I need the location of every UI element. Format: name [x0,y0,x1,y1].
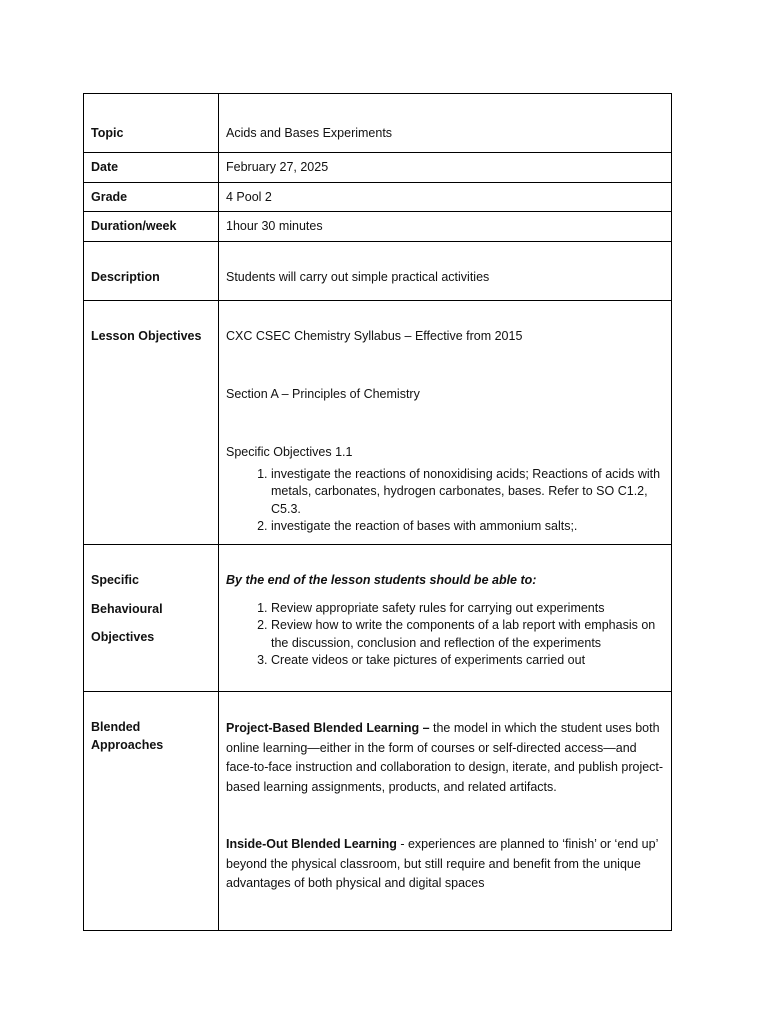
table-row [84,242,672,301]
table-row [84,545,672,692]
table-row [84,212,672,242]
list-item: 1. investigate the reactions of nonoxidising acids; Reactions of acids with metals, carbonates, hydrogen carbonates, bases. Refer to SO C1.2, C5.3. [271,466,664,519]
behavioural-objectives-label [84,545,219,692]
date-label: Date [84,153,219,183]
blended-approaches-label: Blended Approaches [84,692,219,931]
behavioural-label-line-3: Objectives [91,630,155,644]
table-row [84,183,672,212]
list-item: 2. Review how to write the components of a lab report with emphasis on the discussion, conclusion and reflection of the experiments [271,617,664,652]
specific-objectives-line: Specific Objectives 1.1 [226,445,353,459]
date-value: February 27, 2025 [219,153,672,183]
duration-label: Duration/week [84,212,219,242]
grade-value: 4 Pool 2 [219,183,672,212]
list-item: 2. investigate the reaction of bases with ammonium salts;. [271,518,664,536]
table-row [84,94,672,153]
inside-out-paragraph [226,835,664,894]
behavioural-label-line-1: Specific [91,573,139,587]
behavioural-objectives-cell [219,545,672,692]
table-row [84,692,672,931]
section-line: Section A – Principles of Chemistry [226,387,420,401]
topic-value: Acids and Bases Experiments [219,94,672,153]
blended-approaches-cell [219,692,672,931]
behavioural-list [226,600,664,670]
inside-out-title: Inside-Out Blended Learning [226,837,397,851]
list-item: 3. Create videos or take pictures of experiments carried out [271,652,664,670]
project-based-paragraph [226,719,664,797]
grade-label: Grade [84,183,219,212]
project-based-title: Project-Based Blended Learning – [226,721,430,735]
lesson-objectives-cell [219,301,672,545]
topic-label: Topic [84,94,219,153]
syllabus-line: CXC CSEC Chemistry Syllabus – Effective from 2015 [226,329,523,343]
lesson-objectives-label: Lesson Objectives [84,301,219,545]
table-row [84,301,672,545]
behavioural-label-line-2: Behavioural [91,601,163,616]
table-row [84,153,672,183]
description-value: Students will carry out simple practical activities [219,242,672,301]
objectives-list [226,466,664,536]
list-item: 1. Review appropriate safety rules for carrying out experiments [271,600,664,618]
project-based-text: the model in which the student uses both online learning—either in the form of courses or self-directed access—and face-to-face instruction and collaboration to design, iterate, and publish project-based learning assignments, products, and related artifacts. [226,721,664,794]
duration-value: 1hour 30 minutes [219,212,672,242]
lesson-plan-table [83,93,672,931]
behavioural-intro: By the end of the lesson students should be able to: [226,573,537,587]
inside-out-text: - experiences are planned to ‘finish’ or ‘end up’ beyond the physical classroom, but still require and benefit from the unique advantages of both physical and digital spaces [226,837,658,890]
description-label: Description [84,242,219,301]
